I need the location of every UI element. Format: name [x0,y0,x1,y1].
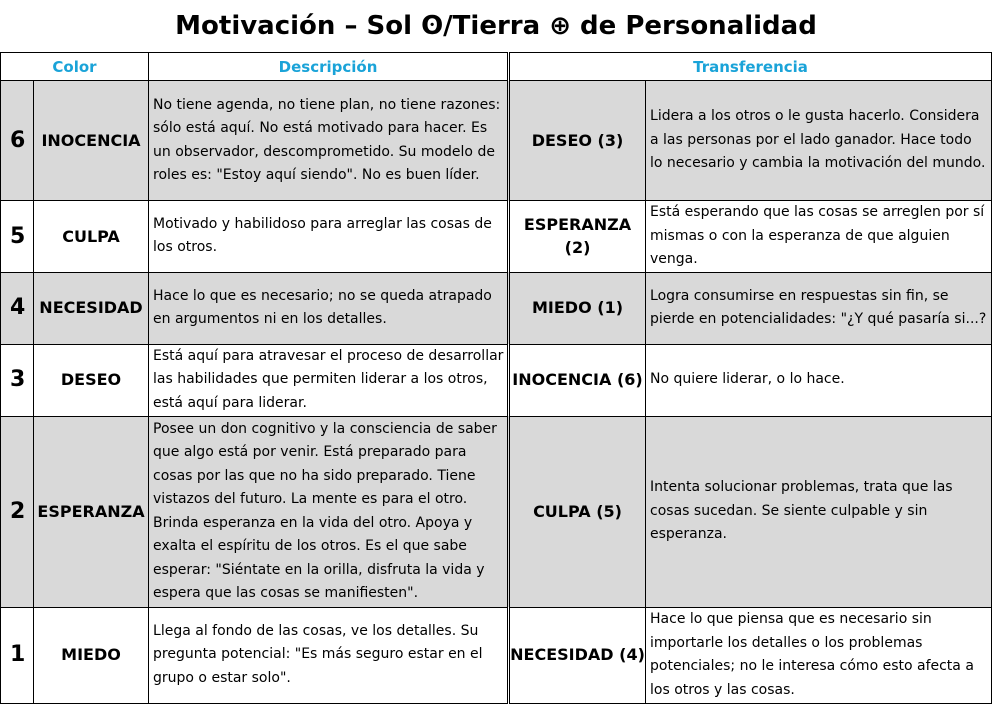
header-transferencia: Transferencia [509,53,992,81]
motivation-table [0,52,992,704]
header-descripcion: Descripción [149,53,509,81]
row-number: 6 [1,81,34,201]
table-row [1,201,992,273]
row-transfer-description: No quiere liderar, o lo hace. [646,344,992,416]
row-transfer-description: Intenta solucionar problemas, trata que las cosas sucedan. Se siente culpable y sin esperanza. [646,416,992,607]
row-number: 4 [1,272,34,344]
row-transfer: INOCENCIA (6) [509,344,646,416]
row-transfer: NECESIDAD (4) [509,607,646,703]
row-color: DESEO [34,344,149,416]
table-row [1,416,992,607]
row-color: ESPERANZA [34,416,149,607]
row-color: INOCENCIA [34,81,149,201]
page-title: Motivación – Sol ʘ/Tierra ⊕ de Personalidad [175,11,817,41]
row-description: Llega al fondo de las cosas, ve los detalles. Su pregunta potencial: "Es más seguro estar en el grupo o estar solo". [149,607,509,703]
table-row [1,607,992,703]
row-description: Está aquí para atravesar el proceso de desarrollar las habilidades que permiten liderar a los otros, está aquí para liderar. [149,344,509,416]
row-transfer: ESPERANZA (2) [509,201,646,273]
row-transfer: CULPA (5) [509,416,646,607]
table-row [1,344,992,416]
row-transfer: DESEO (3) [509,81,646,201]
row-description: Posee un don cognitivo y la consciencia de saber que algo está por venir. Está preparado para cosas por las que no ha sido preparado. Tiene vistazos del futuro. La mente es para el otro. Brinda esperanza en la vida del otro. Apoya y exalta el espíritu de los otros. Es el que sabe esperar: "Siéntate en la orilla, disfruta la vida y espera que las cosas se manifiesten". [149,416,509,607]
row-transfer-description: Hace lo que piensa que es necesario sin importarle los detalles o los problemas potenciales; no le interesa cómo esto afecta a los otros y las cosas. [646,607,992,703]
table-row [1,81,992,201]
row-number: 1 [1,607,34,703]
row-number: 3 [1,344,34,416]
row-description: No tiene agenda, no tiene plan, no tiene razones: sólo está aquí. No está motivado para hacer. Es un observador, descomprometido. Su modelo de roles es: "Estoy aquí siendo". No es buen líder. [149,81,509,201]
row-transfer-description: Logra consumirse en respuestas sin fin, se pierde en potencialidades: "¿Y qué pasaría si...? [646,272,992,344]
row-number: 5 [1,201,34,273]
table-row [1,272,992,344]
row-number: 2 [1,416,34,607]
row-color: MIEDO [34,607,149,703]
row-color: CULPA [34,201,149,273]
row-description: Hace lo que es necesario; no se queda atrapado en argumentos ni en los detalles. [149,272,509,344]
header-color: Color [1,53,149,81]
row-description: Motivado y habilidoso para arreglar las cosas de los otros. [149,201,509,273]
row-color: NECESIDAD [34,272,149,344]
row-transfer: MIEDO (1) [509,272,646,344]
header-row [1,53,992,81]
row-transfer-description: Está esperando que las cosas se arreglen por sí mismas o con la esperanza de que alguien venga. [646,201,992,273]
row-transfer-description: Lidera a los otros o le gusta hacerlo. Considera a las personas por el lado ganador. Hace todo lo necesario y cambia la motivación del mundo. [646,81,992,201]
